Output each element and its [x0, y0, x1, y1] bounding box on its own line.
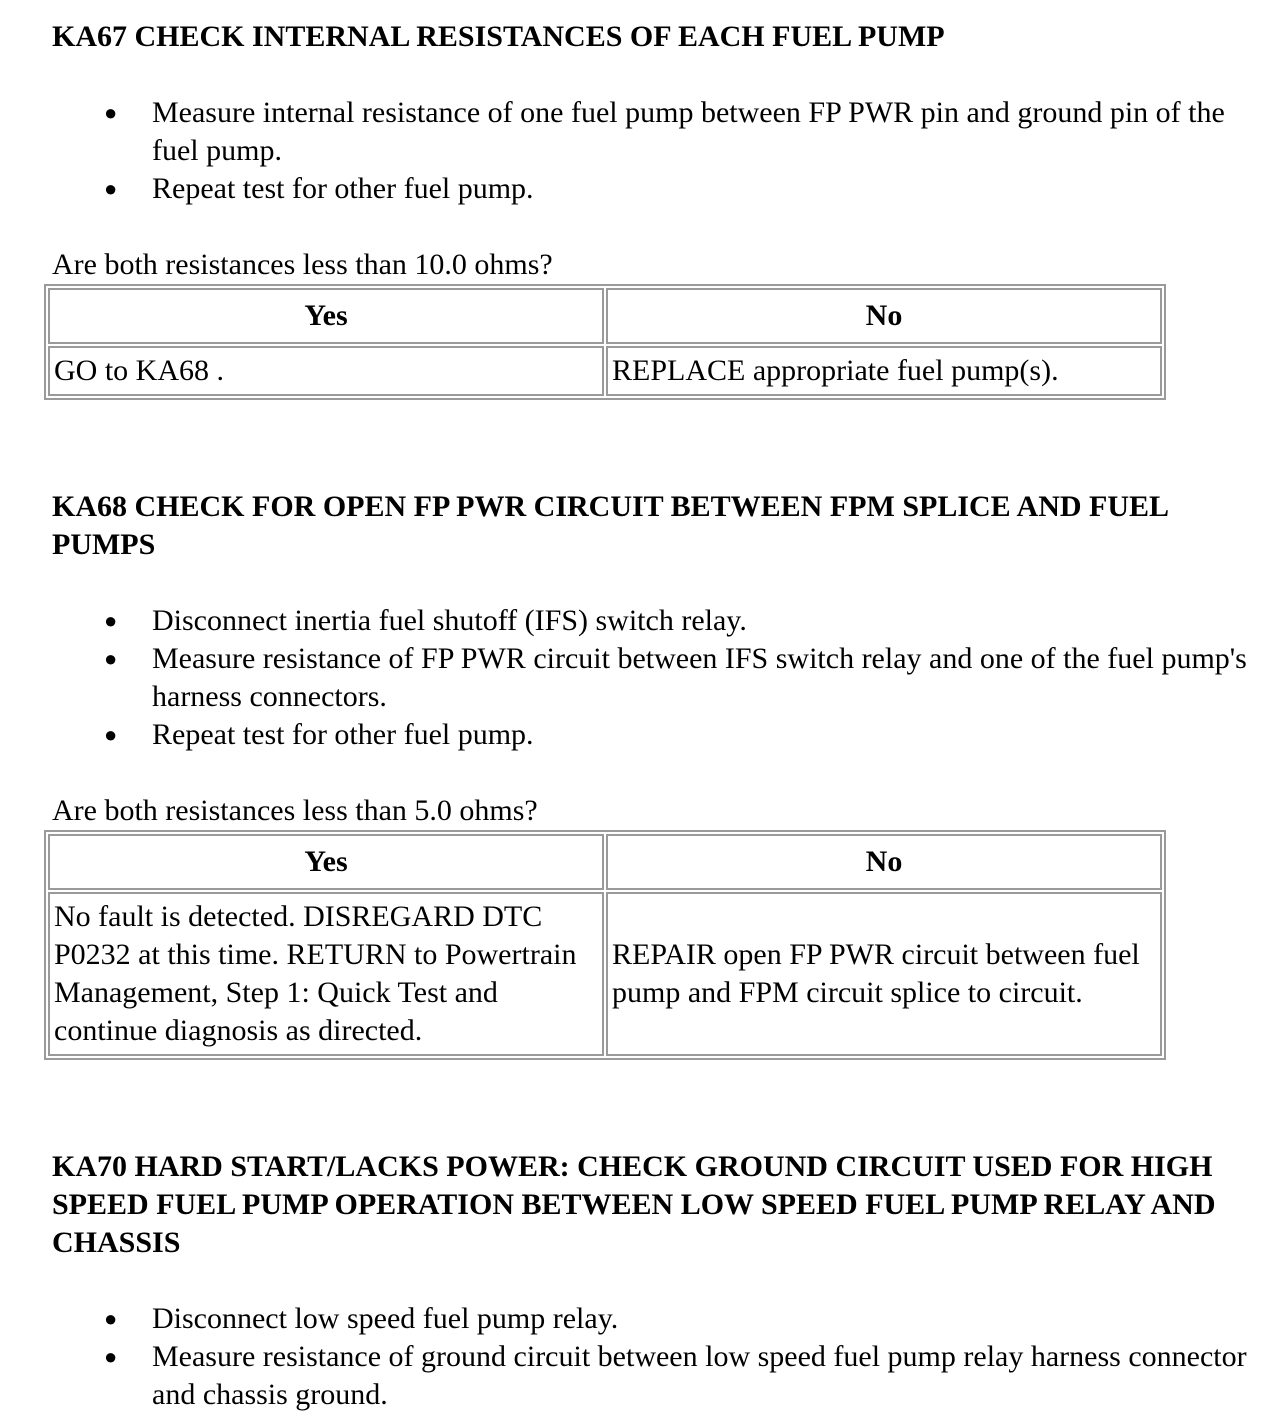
- step-text: Repeat test for other fuel pump.: [152, 718, 534, 751]
- step-list: [52, 602, 1262, 754]
- step-item: [104, 94, 1262, 170]
- step-item: [104, 640, 1262, 716]
- yes-header: Yes: [48, 834, 604, 890]
- step-item: [104, 716, 1262, 754]
- bullet-icon: ●: [104, 1344, 118, 1369]
- bullet-icon: ●: [104, 1306, 118, 1331]
- no-cell: REPAIR open FP PWR circuit between fuel pump and FPM circuit splice to circuit.: [606, 892, 1162, 1056]
- question-text: Are both resistances less than 5.0 ohms?: [52, 794, 538, 827]
- bullet-icon: ●: [104, 608, 118, 633]
- no-header: No: [606, 834, 1162, 890]
- table-header-row: [48, 834, 1162, 890]
- table-header-row: [48, 288, 1162, 344]
- question-text: Are both resistances less than 10.0 ohms?: [52, 248, 553, 281]
- step-item: [104, 1338, 1262, 1414]
- no-cell: REPLACE appropriate fuel pump(s).: [606, 346, 1162, 396]
- no-header: No: [606, 288, 1162, 344]
- step-item: [104, 602, 1262, 640]
- yes-no-table: [44, 284, 1166, 400]
- section-title: KA68 CHECK FOR OPEN FP PWR CIRCUIT BETWEEN FPM SPLICE AND FUEL PUMPS: [52, 490, 1168, 561]
- bullet-icon: ●: [104, 722, 118, 747]
- yes-no-table: [44, 830, 1166, 1060]
- step-text: Repeat test for other fuel pump.: [152, 172, 534, 205]
- table-row: [48, 346, 1162, 396]
- yes-header: Yes: [48, 288, 604, 344]
- bullet-icon: ●: [104, 646, 118, 671]
- step-list: [52, 1300, 1262, 1414]
- step-text: Disconnect low speed fuel pump relay.: [152, 1302, 619, 1335]
- step-text: Measure internal resistance of one fuel pump between FP PWR pin and ground pin of the fuel pump.: [152, 96, 1225, 167]
- table-row: [48, 892, 1162, 1056]
- section-ka67: [52, 18, 1262, 400]
- section-ka68: [52, 488, 1262, 1060]
- section-ka70: [52, 1148, 1262, 1414]
- section-title: KA70 HARD START/LACKS POWER: CHECK GROUND CIRCUIT USED FOR HIGH SPEED FUEL PUMP OPERATION BETWEEN LOW SPEED FUEL PUMP RELAY AND CHASSIS: [52, 1150, 1216, 1259]
- step-list: [52, 94, 1262, 208]
- bullet-icon: ●: [104, 100, 118, 125]
- section-title: KA67 CHECK INTERNAL RESISTANCES OF EACH FUEL PUMP: [52, 20, 945, 53]
- step-text: Disconnect inertia fuel shutoff (IFS) switch relay.: [152, 604, 747, 637]
- step-item: [104, 170, 1262, 208]
- step-item: [104, 1300, 1262, 1338]
- bullet-icon: ●: [104, 176, 118, 201]
- yes-cell: GO to KA68 .: [48, 346, 604, 396]
- step-text: Measure resistance of ground circuit between low speed fuel pump relay harness connector and chassis ground.: [152, 1340, 1247, 1411]
- yes-cell: No fault is detected. DISREGARD DTC P0232 at this time. RETURN to Powertrain Management, Step 1: Quick Test and continue diagnosis as directed.: [48, 892, 604, 1056]
- step-text: Measure resistance of FP PWR circuit between IFS switch relay and one of the fuel pump's harness connectors.: [152, 642, 1247, 713]
- document: [52, 18, 1262, 1414]
